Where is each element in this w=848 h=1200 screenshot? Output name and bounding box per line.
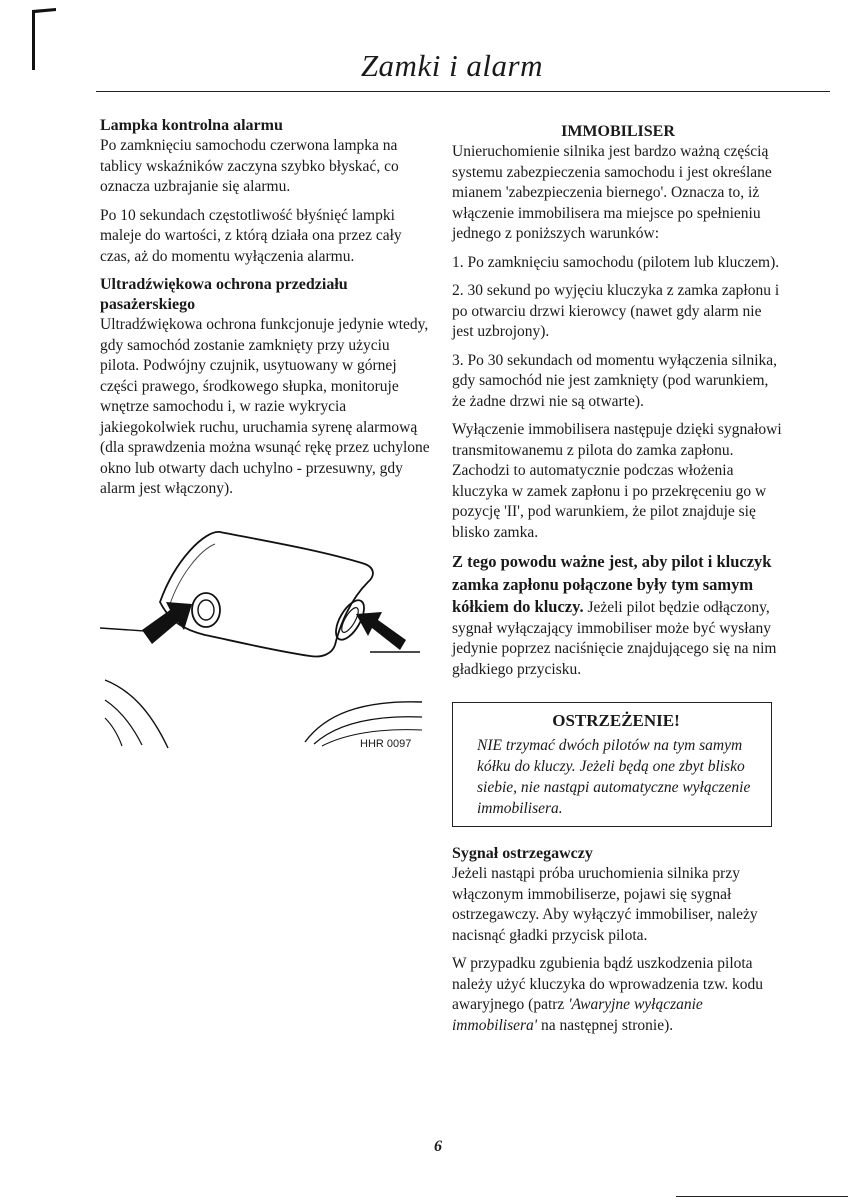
paragraph: Jeżeli nastąpi próba uruchomienia silnika przy włączonym immobiliserze, pojawi się sygnał ostrzegawczy. Aby wyłączyć immobiliser, należy nacisnąć gładki przycisk pilota. — [452, 865, 758, 944]
important-bold-text: Z tego powodu ważne jest, aby pilot i kluczyk zamka zapłonu połączone były tym samym kółkiem do kluczy. — [452, 552, 772, 616]
paragraph: Po zamknięciu samochodu czerwona lampka na tablicy wskaźników zaczyna szybko błyskać, co oznacza uzbrajanie się alarmu. — [100, 137, 399, 195]
paragraph: Po 10 sekundach częstotliwość błyśnięć lampki maleje do wartości, z którą działa ona przez cały czas, aż do momentu wyłączenia alarmu. — [100, 206, 402, 265]
heading-ultrasonic: Ultradźwiękowa ochrona przedziału pasażerskiego — [100, 276, 348, 313]
paragraph — [452, 954, 784, 1036]
paragraph: Ultradźwiękowa ochrona funkcjonuje jedynie wtedy, gdy samochód zostanie zamknięty przy użyciu pilota. Podwójny czujnik, usytuowany w górnej części prawego, środkowego słupka, monitoruje wnętrze samochodu i, w razie wykrycia jakiegokolwiek ruchu, uruchamia syrenę alarmową (dla sprawdzenia można wsunąć rękę przez uchylone okno lub otwarty dach uchylno - przesuwny, gdy alarm jest włączony). — [100, 316, 430, 497]
cross-reference: 'Awaryjne wyłączanie immobilisera' — [452, 996, 703, 1034]
important-rest-text: Jeżeli pilot będzie odłączony, sygnał wyłączający immobiliser może być wysłany jedynie poprzez naciśnięcie znajdującego się na nim gładkiego przycisku. — [452, 599, 777, 678]
figure-code: HHR 0097 — [360, 738, 412, 750]
footer-divider — [676, 1196, 848, 1197]
page-number: 6 — [434, 1138, 442, 1155]
left-column — [100, 116, 432, 508]
list-item: 1. Po zamknięciu samochodu (pilotem lub kluczem). — [452, 253, 780, 271]
right-column-lower — [452, 844, 784, 1044]
list-item: 3. Po 30 sekundach od momentu wyłączenia silnika, gdy samochód nie jest zamknięty (pod warunkiem, że żadne drzwi nie są otwarte). — [452, 351, 778, 410]
warning-title: OSTRZEŻENIE! — [552, 711, 680, 730]
text-fragment: na następnej stronie). — [537, 1016, 674, 1034]
paragraph: Wyłączenie immobilisera następuje dzięki sygnałowi transmitowanemu z pilota do zamka zapłonu. Zachodzi to automatycznie podczas włożenia kluczyka w zamek zapłonu i po przekręceniu go w pozycję 'II', pod warunkiem, że pilot znajduje się blisko zamka. — [452, 421, 782, 541]
conditions-list — [452, 253, 784, 413]
heading-immobiliser: IMMOBILISER — [561, 123, 675, 140]
important-paragraph — [452, 551, 784, 680]
corner-mark — [28, 6, 58, 70]
heading-warning-signal: Sygnał ostrzegawczy — [452, 845, 593, 862]
warning-box — [452, 702, 772, 827]
right-column — [452, 122, 784, 688]
text-fragment: W przypadku zgubienia bądź uszkodzenia pilota należy użyć kluczyka do wprowadzenia tzw. kodu awaryjnego (patrz — [452, 955, 764, 1013]
header-divider — [96, 91, 830, 92]
paragraph: Unieruchomienie silnika jest bardzo ważną częścią systemu zabezpieczenia samochodu i jest określane mianem 'zabezpieczenia biernego'. Oznacza to, iż włączenie immobilisera ma miejsce po spełnieniu jednego z poniższych warunków: — [452, 143, 772, 242]
list-item: 2. 30 sekund po wyjęciu kluczyka z zamka zapłonu i po otwarciu drzwi kierowcy (nawet gdy alarm nie jest uzbrojony). — [452, 282, 780, 340]
warning-text: NIE trzymać dwóch pilotów na tym samym kółku do kluczy. Jeżeli będą one zbyt blisko siebie, nie nastąpi automatyczne wyłączenie immobilisera. — [477, 737, 751, 817]
sensor-illustration — [100, 520, 430, 770]
heading-alarm-lamp: Lampka kontrolna alarmu — [100, 117, 283, 134]
page-title: Zamki i alarm — [360, 48, 543, 83]
